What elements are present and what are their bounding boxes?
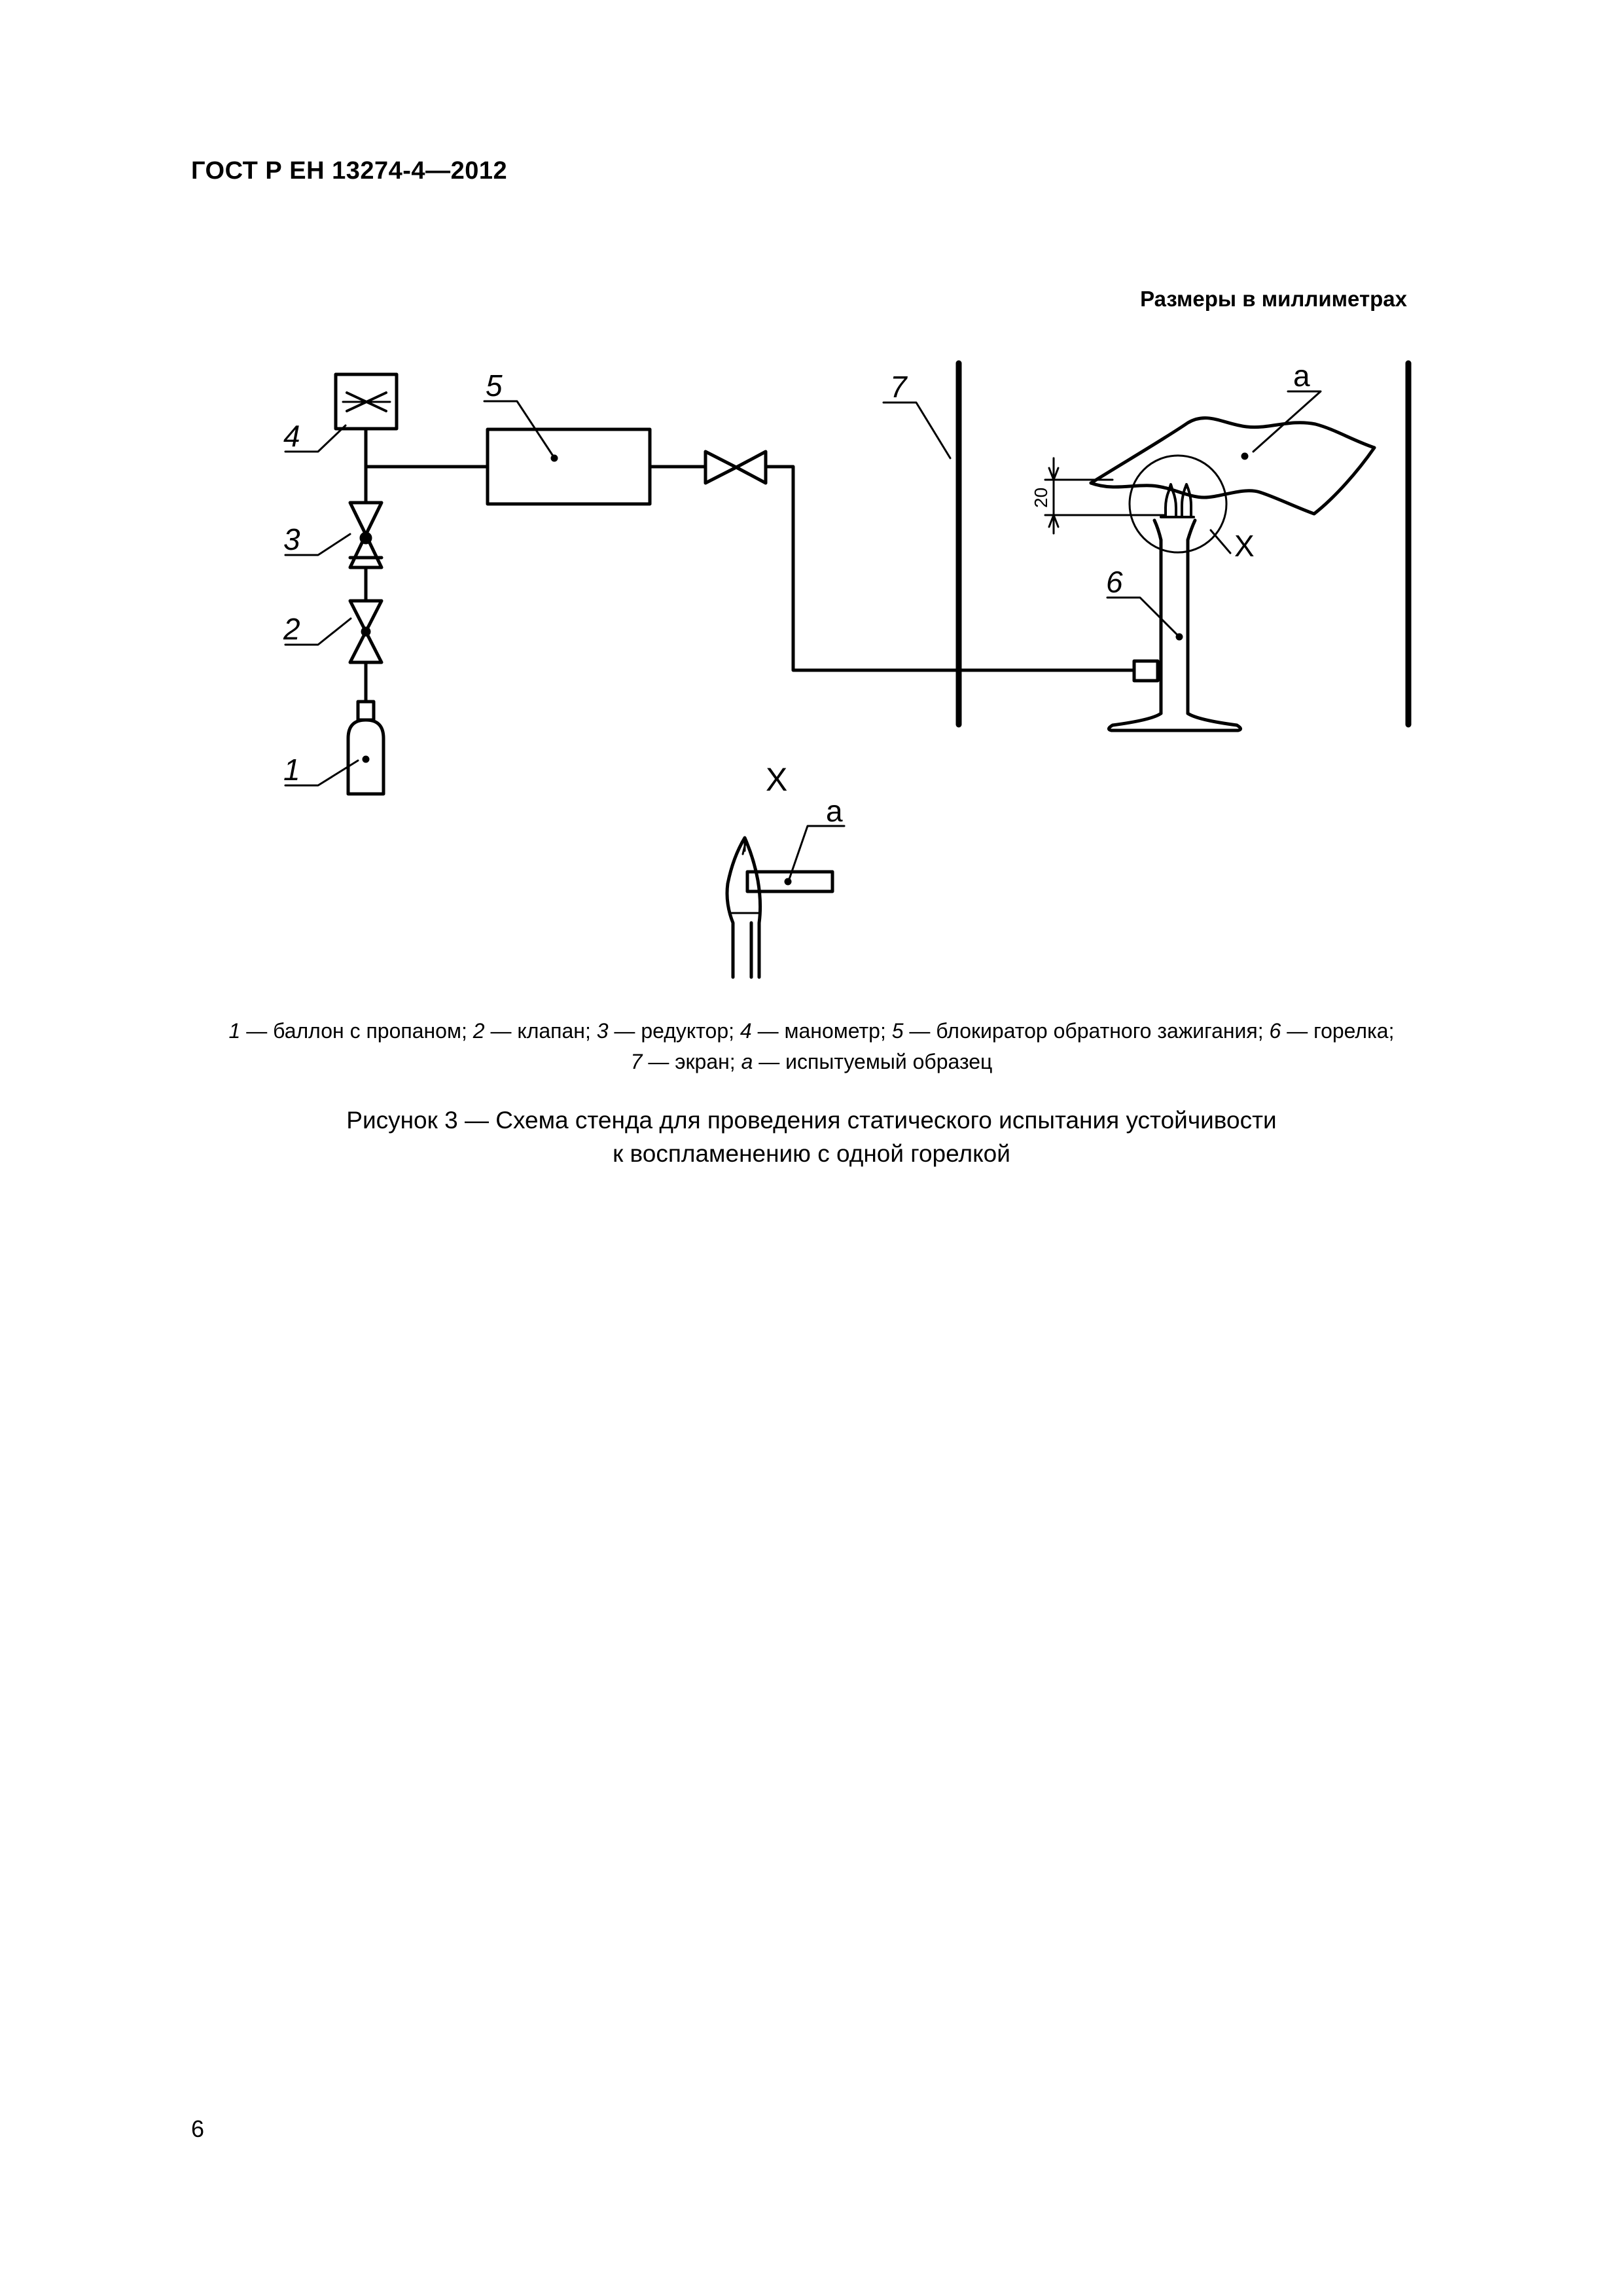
legend-num: 2 bbox=[473, 1019, 485, 1043]
page-number: 6 bbox=[191, 2115, 205, 2142]
legend-text: блокиратор обратного зажигания bbox=[936, 1019, 1258, 1043]
legend-num: a bbox=[741, 1050, 753, 1073]
legend-line-2: 7 — экран; a — испытуемый образец bbox=[630, 1050, 993, 1073]
callout-2: 2 bbox=[283, 612, 300, 646]
valve-horizontal bbox=[705, 452, 766, 483]
legend-text: баллон с пропаном bbox=[273, 1019, 461, 1043]
dimension-20 bbox=[1045, 458, 1165, 533]
legend-text: редуктор bbox=[641, 1019, 729, 1043]
legend-text: экран bbox=[675, 1050, 730, 1073]
caption-line-1: Рисунок 3 — Схема стенда для проведения статического испытания устойчивости bbox=[346, 1107, 1277, 1134]
legend-num: 7 bbox=[630, 1050, 643, 1073]
callout-5: 5 bbox=[486, 368, 503, 403]
dimension-label: 20 bbox=[1031, 487, 1051, 508]
callout-detail: X bbox=[1234, 529, 1255, 563]
callout-3: 3 bbox=[283, 522, 300, 556]
legend-num: 1 bbox=[228, 1019, 241, 1043]
callout-7: 7 bbox=[890, 370, 907, 404]
dimensions-note: Размеры в миллиметрах bbox=[1140, 287, 1407, 311]
legend-num: 5 bbox=[891, 1019, 904, 1043]
detail-sample-label: a bbox=[826, 794, 843, 828]
figure-caption bbox=[196, 1103, 1427, 1170]
caption-line-2: к воспламенению с одной горелкой bbox=[613, 1140, 1010, 1167]
legend-text: манометр bbox=[784, 1019, 880, 1043]
burner bbox=[1109, 484, 1240, 730]
detail-circle bbox=[1130, 456, 1226, 552]
document-header: ГОСТ Р ЕН 13274-4—2012 bbox=[191, 157, 508, 185]
detail-title: X bbox=[766, 761, 788, 798]
figure-legend bbox=[196, 1016, 1427, 1077]
propane-cylinder bbox=[348, 702, 383, 794]
legend-num: 6 bbox=[1269, 1019, 1281, 1043]
callout-6: 6 bbox=[1106, 565, 1123, 599]
callout-sample: a bbox=[1293, 359, 1310, 393]
legend-line-1: 1 — баллон с пропаном; 2 — клапан; 3 — редуктор; 4 — манометр; 5 — блокиратор обратного зажигания; 6 — горелка; bbox=[228, 1019, 1395, 1043]
legend-num: 3 bbox=[596, 1019, 609, 1043]
gas-line bbox=[766, 467, 1134, 670]
valve-vertical bbox=[350, 601, 382, 662]
flashback-arrestor bbox=[488, 429, 650, 504]
legend-text: испытуемый образец bbox=[785, 1050, 993, 1073]
legend-text: клапан bbox=[517, 1019, 585, 1043]
manometer bbox=[336, 374, 397, 429]
detail-x-view bbox=[727, 826, 844, 977]
reducer bbox=[350, 503, 382, 567]
legend-num: 4 bbox=[740, 1019, 752, 1043]
callout-1: 1 bbox=[283, 753, 300, 787]
test-sample bbox=[1091, 418, 1374, 514]
test-rig-diagram bbox=[0, 0, 1623, 1021]
callout-4: 4 bbox=[283, 419, 300, 453]
legend-text: горелка bbox=[1313, 1019, 1389, 1043]
callout-leaders bbox=[285, 391, 1321, 785]
